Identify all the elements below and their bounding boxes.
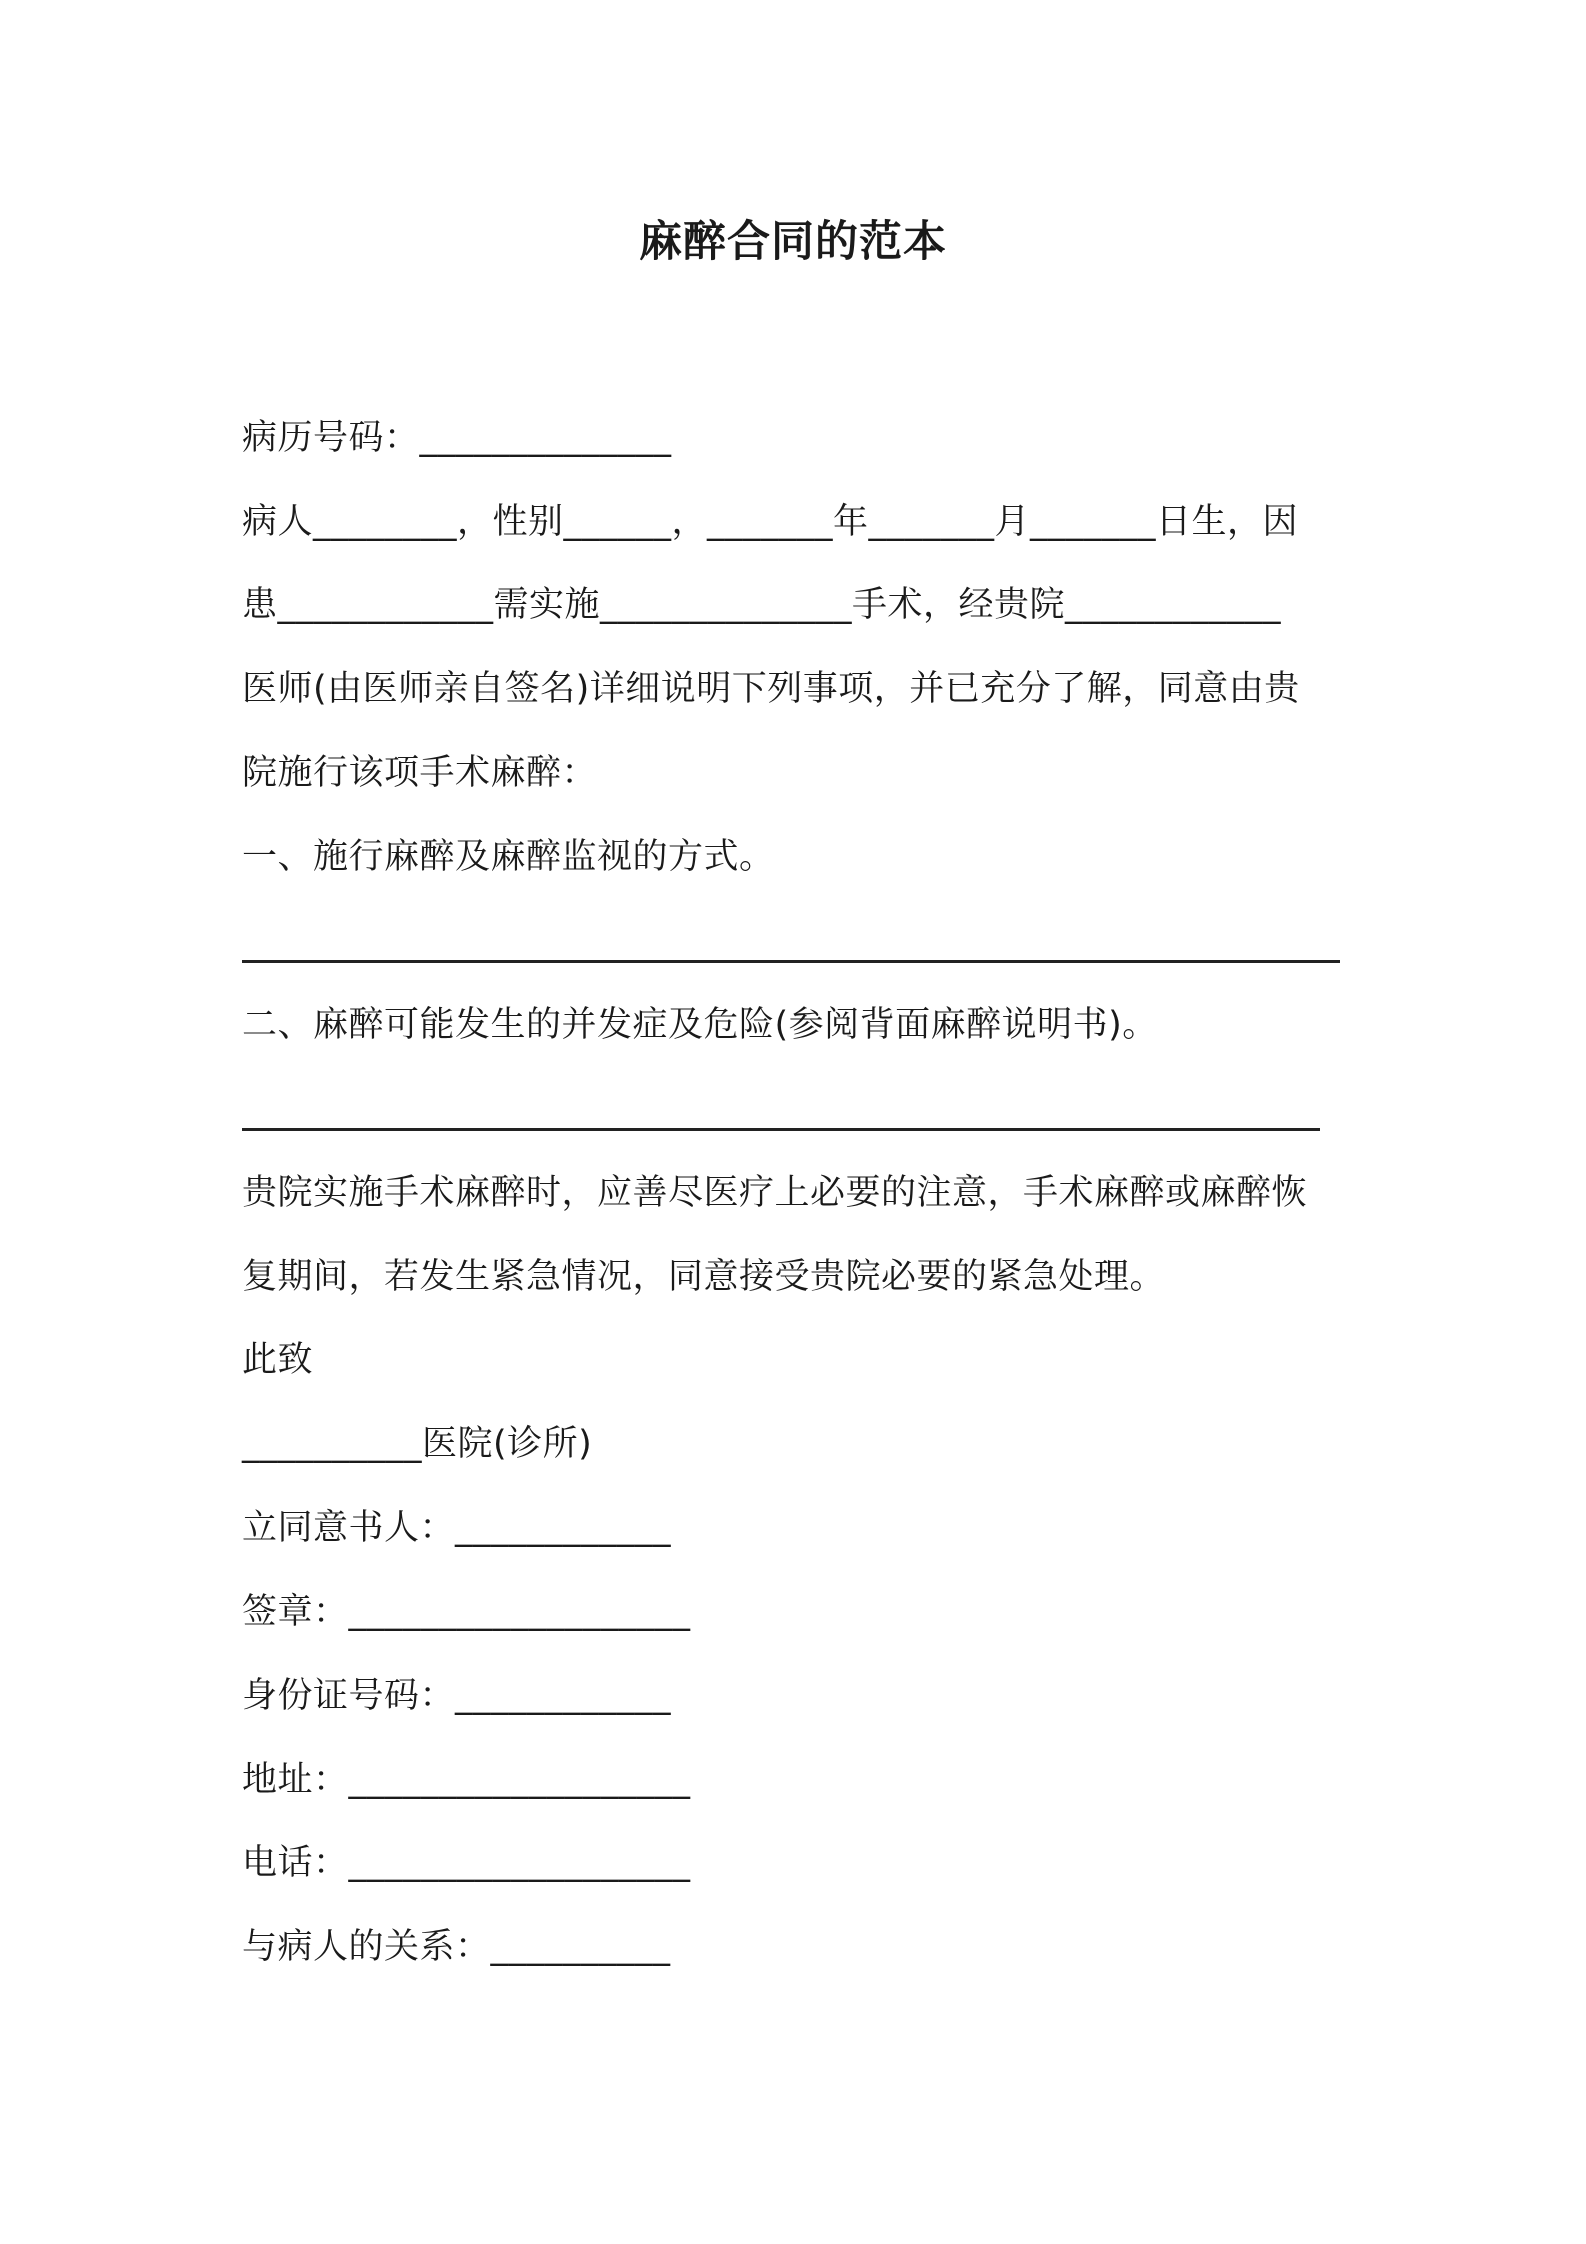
closing-salutation: 此致	[242, 1340, 314, 1380]
emergency-paragraph-line-2: 复期间，若发生紧急情况，同意接受贵院必要的紧急处理。	[242, 1257, 1166, 1297]
patient-info-line: 病人________，性别______，_______年_______月_______日生，因	[242, 502, 1299, 542]
address-line: 地址：___________________	[242, 1760, 691, 1800]
emergency-paragraph-line-1: 贵院实施手术麻醉时，应善尽医疗上必要的注意，手术麻醉或麻醉恢	[242, 1173, 1308, 1213]
item-one-heading: 一、施行麻醉及麻醉监视的方式。	[242, 837, 775, 877]
doctor-explanation-line: 医师(由医师亲自签名)详细说明下列事项，并已充分了解，同意由贵	[242, 669, 1300, 709]
item-one-blank-rule	[242, 960, 1340, 963]
consent-line: 院施行该项手术麻醉：	[242, 753, 598, 793]
id-number-line: 身份证号码：____________	[242, 1676, 672, 1716]
relation-line: 与病人的关系：__________	[242, 1927, 671, 1967]
seal-line: 签章：___________________	[242, 1592, 691, 1632]
signer-line: 立同意书人：____________	[242, 1508, 672, 1548]
phone-line: 电话：___________________	[242, 1843, 691, 1883]
item-two-heading: 二、麻醉可能发生的并发症及危险(参阅背面麻醉说明书)。	[242, 1005, 1158, 1045]
medical-record-number-line: 病历号码：______________	[242, 418, 672, 458]
diagnosis-line: 患____________需实施______________手术，经贵院____________	[242, 585, 1282, 625]
item-two-blank-rule	[242, 1128, 1320, 1131]
hospital-line: __________医院(诊所)	[242, 1424, 593, 1464]
document-title: 麻醉合同的范本	[639, 217, 947, 267]
